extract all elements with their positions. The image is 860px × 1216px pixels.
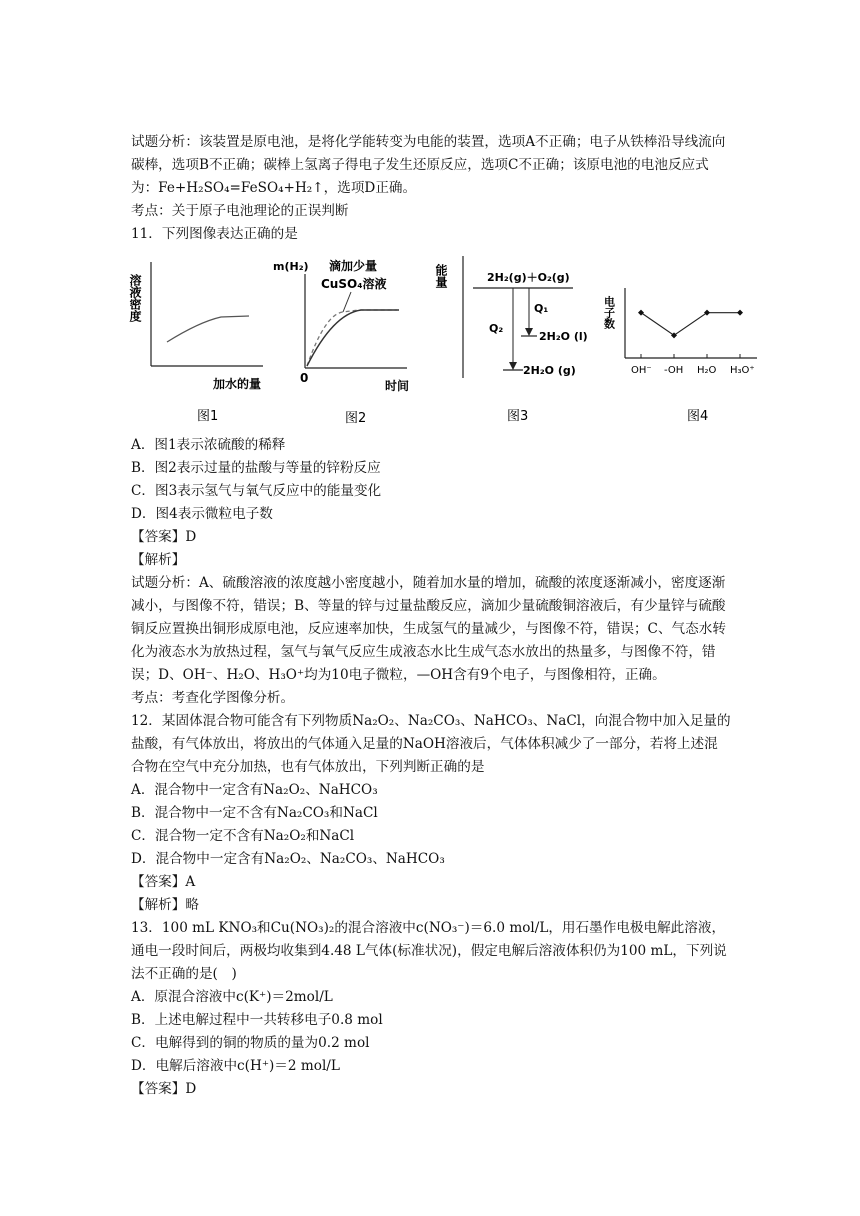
analysis-q10: 试题分析：该装置是原电池，是将化学能转变为电能的装置，选项A不正确；电子从铁棒沿导线流向碳棒，选项B不正确；碳棒上氢离子得电子发生还原反应，选项C不正确；该原电池的电池反应式为：Fe+H₂SO₄=FeSO₄+H₂↑，选项D正确。 xyxy=(131,134,726,196)
question-11-stem: 11．下列图像表达正确的是 xyxy=(131,226,298,242)
q13-option-c: C．电解得到的铜的物质的量为0.2 mol xyxy=(131,1035,370,1051)
fig3-q2: Q₂ xyxy=(489,322,504,335)
fig2-caption: 图2 xyxy=(345,411,367,426)
q13-option-d: D．电解后溶液中c(H⁺)＝2 mol/L xyxy=(131,1058,340,1074)
question-12-stem: 12．某固体混合物可能含有下列物质Na₂O₂、Na₂CO₃、NaHCO₃、NaCl，向混合物中加入足量的盐酸，有气体放出，将放出的气体通入足量的NaOH溶液后，气体体积减少了一部分，若将上述混合物在空气中充分加热，也有气体放出，下列判断正确的是 xyxy=(131,713,731,775)
fig2-annotation-1: 滴加少量 xyxy=(329,259,378,273)
q13-option-b: B．上述电解过程中一共转移电子0.8 mol xyxy=(131,1012,383,1028)
fig4-ylabel: 电子数 xyxy=(602,296,616,329)
fig4-series-line xyxy=(641,313,740,336)
q12-analysis: 【解析】略 xyxy=(131,897,199,913)
fig3-caption: 图3 xyxy=(507,409,529,424)
fig4-tick-label: H₂O xyxy=(697,365,717,376)
q11-answer: 【答案】D xyxy=(131,529,197,545)
q11-option-d: D．图4表示微粒电子数 xyxy=(131,506,273,522)
fig3-ylabel: 能量 xyxy=(434,264,448,288)
q12-option-b: B．混合物中一定不含有Na₂CO₃和NaCl xyxy=(131,805,378,821)
q12-option-c: C．混合物一定不含有Na₂O₂和NaCl xyxy=(131,828,355,844)
fig3-q1: Q₁ xyxy=(534,302,549,315)
fig1-caption: 图1 xyxy=(197,409,219,424)
document-page xyxy=(128,131,755,1101)
fig2-ylabel: m(H₂) xyxy=(273,260,309,273)
fig3-bottom-label: 2H₂O (g) xyxy=(523,364,576,377)
q12-option-a: A．混合物中一定含有Na₂O₂、NaHCO₃ xyxy=(131,782,378,798)
fig2-annotation-2: CuSO₄溶液 xyxy=(321,277,387,291)
point-q10: 考点：关于原子电池理论的正误判断 xyxy=(131,203,349,219)
fig4-tick-label: OH⁻ xyxy=(631,365,652,376)
fig1-curve xyxy=(167,316,249,342)
fig2-dashed-curve xyxy=(307,310,397,366)
q12-option-d: D．混合物中一定含有Na₂O₂、Na₂CO₃、NaHCO₃ xyxy=(131,851,445,867)
q11-option-a: A．图1表示浓硫酸的稀释 xyxy=(131,437,286,453)
figure-3 xyxy=(434,250,588,432)
fig2-solid-curve xyxy=(307,310,399,366)
fig3-top-label: 2H₂(g)＋O₂(g) xyxy=(487,271,570,284)
q13-option-a: A．原混合溶液中c(K⁺)＝2mol/L xyxy=(131,989,333,1005)
q11-analysis-head: 【解析】 xyxy=(131,552,186,568)
fig4-tick-label: H₃O⁺ xyxy=(730,365,755,376)
figure-row xyxy=(128,250,755,432)
fig4-tick-label: -OH xyxy=(664,365,684,376)
fig2-xlabel: 时间 xyxy=(385,379,410,393)
q12-answer: 【答案】A xyxy=(131,874,196,890)
fig4-caption: 图4 xyxy=(687,409,709,424)
figure-1 xyxy=(129,250,269,432)
q11-option-c: C．图3表示氢气与氧气反应中的能量变化 xyxy=(131,483,382,499)
q13-answer: 【答案】D xyxy=(131,1081,197,1097)
figure-4 xyxy=(601,250,761,432)
fig4-point xyxy=(737,310,743,316)
fig1-xlabel: 加水的量 xyxy=(213,377,262,391)
question-13-stem: 13．100 mL KNO₃和Cu(NO₃)₂的混合溶液中c(NO₃⁻)＝6.0 mol/L，用石墨作电极电解此溶液，通电一段时间后，两极均收集到4.48 L气体(标准状况)，假定电解后溶液体积仍为100 mL，下列说法不正确的是( ) xyxy=(131,920,727,982)
q11-option-b: B．图2表示过量的盐酸与等量的锌粉反应 xyxy=(131,460,381,476)
q11-point: 考点：考查化学图像分析。 xyxy=(131,690,295,706)
fig1-ylabel: 溶液密度 xyxy=(128,274,142,322)
fig2-origin: 0 xyxy=(300,371,309,385)
q11-analysis: 试题分析：A、硫酸溶液的浓度越小密度越小，随着加水量的增加，硫酸的浓度逐渐减小，密度逐渐减小，与图像不符，错误；B、等量的锌与过量盐酸反应，滴加少量硫酸铜溶液后，有少量锌与硫酸铜反应置换出铜形成原电池，反应速率加快，生成氢气的量减少，与图像不符，错误；C、气态水转化为液态水为放热过程，氢气与氧气反应生成液态水比生成气态水放出的热量多，与图像不符，错误；D、OH⁻、H₂O、H₃O⁺均为10电子微粒，—OH含有9个电子，与图像相符，正确。 xyxy=(131,575,726,683)
fig3-mid-label: 2H₂O (l) xyxy=(539,330,588,343)
figure-2 xyxy=(271,250,431,432)
